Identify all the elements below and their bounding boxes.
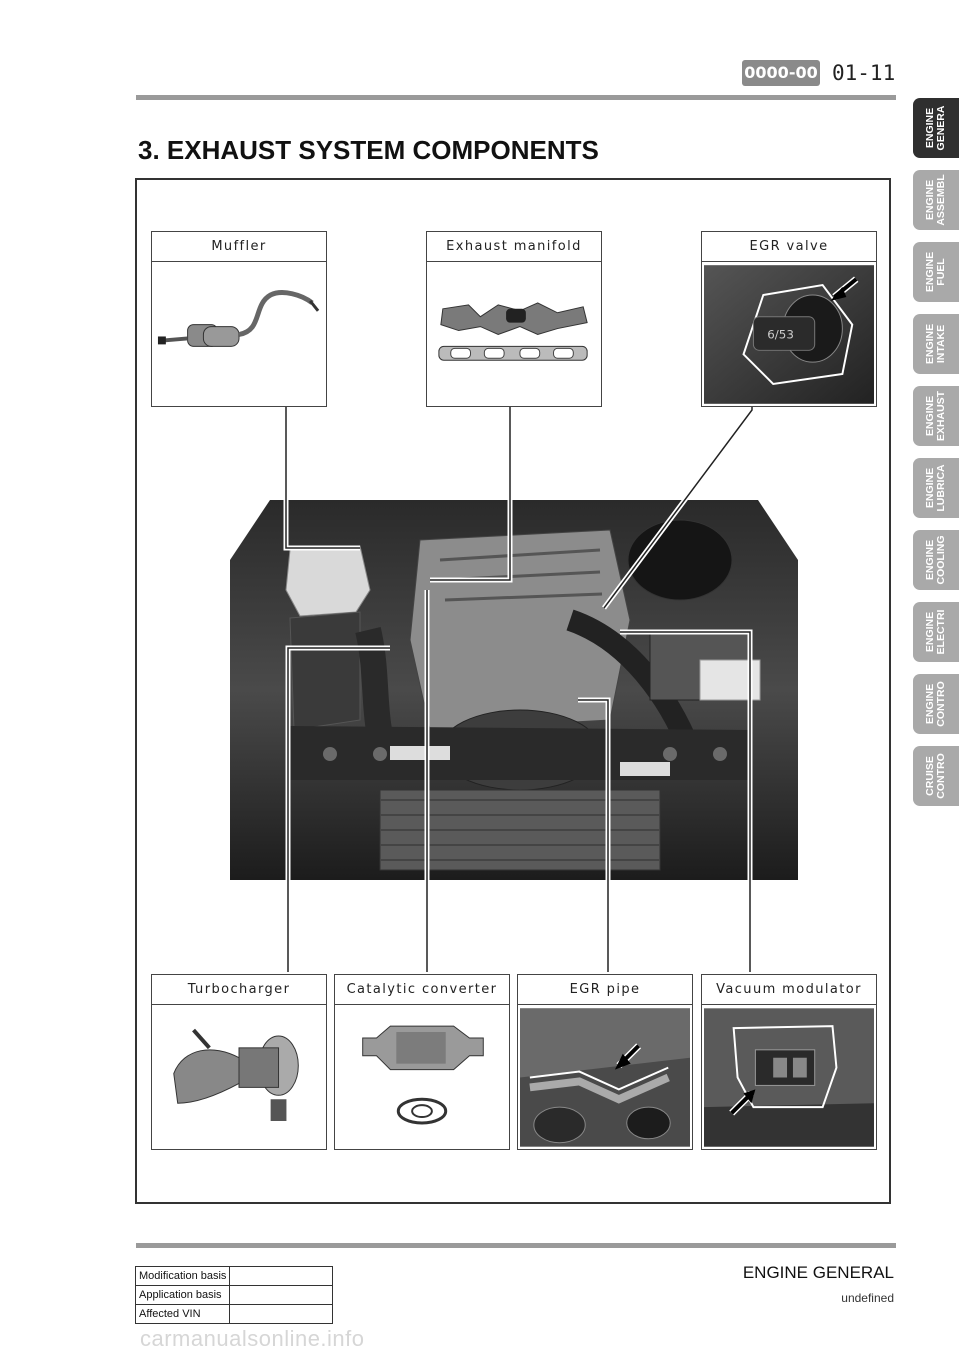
vacuum-modulator-image xyxy=(704,1008,874,1147)
turbocharger-image xyxy=(154,1008,324,1147)
tab-engine-lubrication[interactable] xyxy=(913,458,959,518)
modification-basis-value xyxy=(230,1267,333,1286)
exhaust-manifold-box xyxy=(426,231,602,407)
tab-label: ENGINE COOLING xyxy=(924,535,947,585)
catalytic-converter-image xyxy=(337,1008,507,1147)
catalytic-converter-box xyxy=(334,974,510,1150)
page-number: 01-11 xyxy=(832,61,896,85)
tab-cruise-control[interactable] xyxy=(913,746,959,806)
muffler-box xyxy=(151,231,327,407)
modification-table xyxy=(135,1266,333,1324)
tab-label: CRUISE CONTRO xyxy=(924,753,947,799)
affected-vin-value xyxy=(230,1305,333,1324)
tab-label: ENGINE INTAKE xyxy=(924,323,947,365)
catalytic-converter-label: Catalytic converter xyxy=(335,975,509,1005)
engine-bay-image xyxy=(230,500,798,880)
tab-engine-electrical[interactable] xyxy=(913,602,959,662)
page-title: 3. EXHAUST SYSTEM COMPONENTS xyxy=(138,135,599,165)
table-row xyxy=(136,1286,333,1305)
tab-engine-assembly[interactable] xyxy=(913,170,959,230)
egr-valve-box xyxy=(701,231,877,407)
table-row xyxy=(136,1267,333,1286)
egr-pipe-image xyxy=(520,1008,690,1147)
tab-label: ENGINE FUEL xyxy=(924,251,947,293)
tab-engine-control[interactable] xyxy=(913,674,959,734)
vacuum-modulator-label: Vacuum modulator xyxy=(702,975,876,1005)
muffler-image xyxy=(154,265,324,404)
egr-valve-label: EGR valve xyxy=(702,232,876,262)
egr-pipe-box xyxy=(517,974,693,1150)
application-basis-value xyxy=(230,1286,333,1305)
affected-vin-label: Affected VIN xyxy=(136,1305,230,1324)
tab-engine-intake[interactable] xyxy=(913,314,959,374)
exhaust-manifold-label: Exhaust manifold xyxy=(427,232,601,262)
table-row xyxy=(136,1305,333,1324)
egr-pipe-label: EGR pipe xyxy=(518,975,692,1005)
tab-engine-exhaust[interactable] xyxy=(913,386,959,446)
tab-label: ENGINE CONTRO xyxy=(924,681,947,727)
tab-engine-cooling[interactable] xyxy=(913,530,959,590)
tab-engine-general[interactable] xyxy=(913,98,959,158)
tab-label: ENGINE GENERA xyxy=(924,105,947,151)
watermark: carmanualsonline.info xyxy=(140,1326,365,1351)
tab-label: ENGINE ELECTRI xyxy=(924,609,947,655)
header-divider xyxy=(136,95,896,100)
svg-text:6/53: 6/53 xyxy=(767,327,794,342)
footer-subtitle: undefined xyxy=(841,1291,894,1305)
footer-divider xyxy=(136,1243,896,1248)
application-basis-label: Application basis xyxy=(136,1286,230,1305)
egr-valve-image xyxy=(704,265,874,404)
tab-engine-fuel[interactable] xyxy=(913,242,959,302)
section-code-badge: 0000-00 xyxy=(742,60,820,86)
modification-basis-label: Modification basis xyxy=(136,1267,230,1286)
turbocharger-label: Turbocharger xyxy=(152,975,326,1005)
vacuum-modulator-box xyxy=(701,974,877,1150)
exhaust-manifold-image xyxy=(429,265,599,404)
tab-label: ENGINE EXHAUST xyxy=(924,390,947,442)
tab-label: ENGINE ASSEMBL xyxy=(924,174,947,226)
footer-section-title: ENGINE GENERAL xyxy=(742,1263,894,1282)
turbocharger-box xyxy=(151,974,327,1150)
tab-label: ENGINE LUBRICA xyxy=(924,464,947,512)
muffler-label: Muffler xyxy=(152,232,326,262)
